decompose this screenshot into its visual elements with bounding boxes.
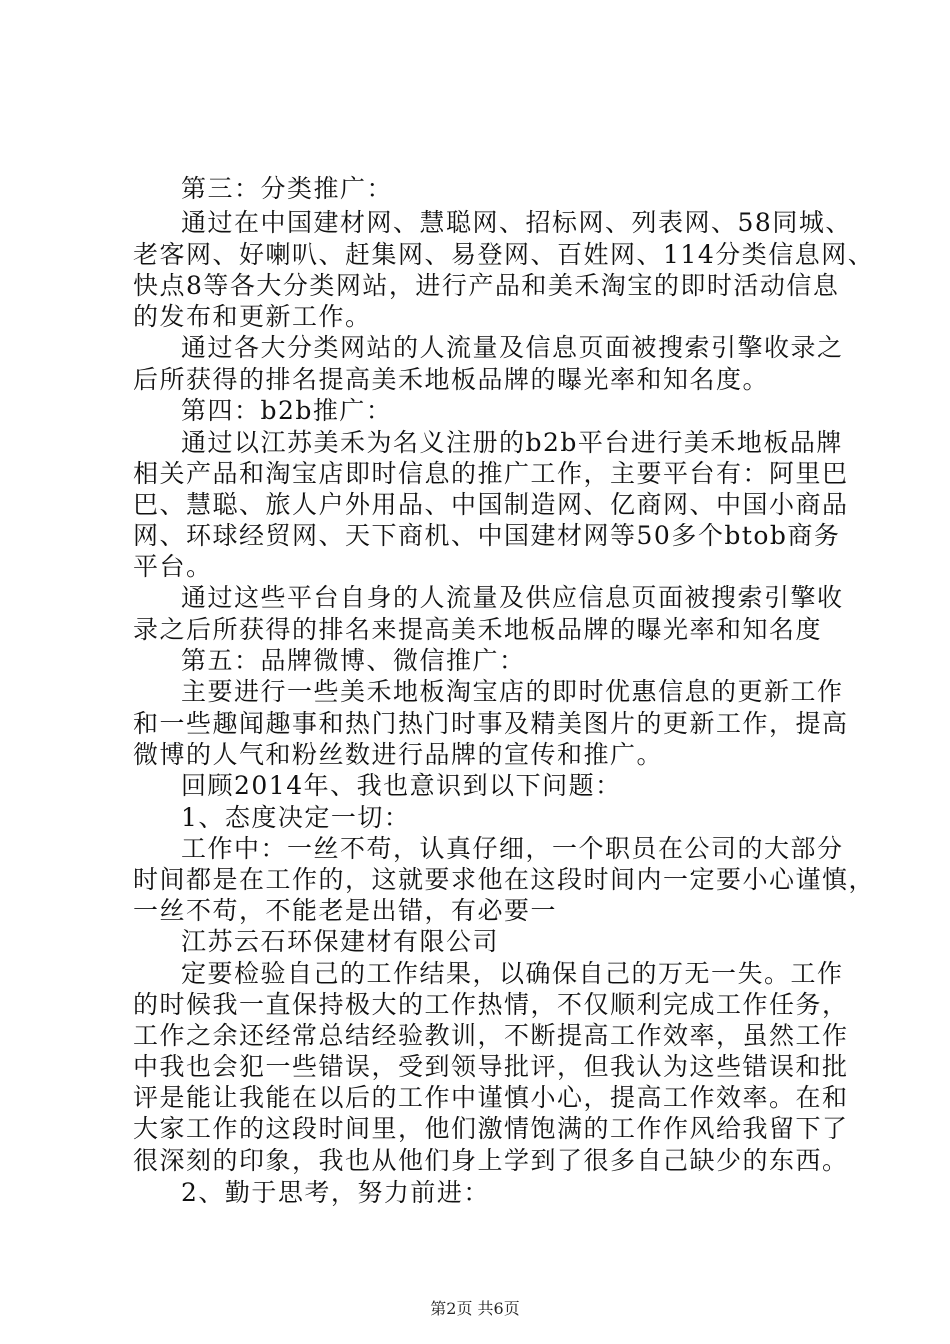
- paragraph-line: 的发布和更新工作。: [133, 302, 372, 331]
- paragraph-line: 录之后所获得的排名来提高美禾地板品牌的曝光率和知名度: [133, 615, 823, 644]
- paragraph-line: 相关产品和淘宝店即时信息的推广工作，主要平台有：阿里巴: [133, 459, 849, 488]
- paragraph-line: 一丝不苟，不能老是出错，有必要一: [133, 896, 558, 925]
- heading-fifth-weibo-wechat-promotion: 第五：品牌微博、微信推广：: [181, 646, 526, 675]
- paragraph-line: 工作中：一丝不苟，认真仔细，一个职员在公司的大部分: [181, 834, 844, 863]
- paragraph-line: 通过以江苏美禾为名义注册的b2b平台进行美禾地板品牌: [181, 428, 843, 457]
- paragraph-line: 微博的人气和粉丝数进行品牌的宣传和推广。: [133, 740, 664, 769]
- heading-review-2014: 回顾2014年、我也意识到以下问题：: [181, 771, 622, 800]
- heading-fourth-b2b-promotion: 第四：b2b推广：: [181, 396, 393, 425]
- paragraph-line: 网、环球经贸网、天下商机、中国建材网等50多个btob商务: [133, 521, 841, 550]
- paragraph-line: 通过在中国建材网、慧聪网、招标网、列表网、58同城、: [181, 208, 852, 237]
- paragraph-line: 和一些趣闻趣事和热门热门时事及精美图片的更新工作，提高: [133, 709, 849, 738]
- paragraph-line: 大家工作的这段时间里，他们激情饱满的工作作风给我留下了: [133, 1114, 849, 1143]
- paragraph-line: 平台。: [133, 552, 213, 581]
- paragraph-line: 通过各大分类网站的人流量及信息页面被搜索引擎收录之: [181, 333, 844, 362]
- paragraph-line: 巴、慧聪、旅人户外用品、中国制造网、亿商网、中国小商品: [133, 490, 849, 519]
- paragraph-line: 老客网、好喇叭、赶集网、易登网、百姓网、114分类信息网、: [133, 240, 875, 269]
- paragraph-line: 时间都是在工作的，这就要求他在这段时间内一定要小心谨慎，: [133, 865, 876, 894]
- paragraph-line: 评是能让我能在以后的工作中谨慎小心，提高工作效率。在和: [133, 1083, 849, 1112]
- heading-attitude: 1、态度决定一切：: [181, 803, 411, 832]
- company-name: 江苏云石环保建材有限公司: [181, 927, 500, 956]
- paragraph-line: 主要进行一些美禾地板淘宝店的即时优惠信息的更新工作: [181, 677, 844, 706]
- heading-think-diligently: 2、勤于思考，努力前进：: [181, 1178, 490, 1207]
- paragraph-line: 的时候我一直保持极大的工作热情，不仅顺利完成工作任务，: [133, 990, 849, 1019]
- paragraph-line: 中我也会犯一些错误，受到领导批评，但我认为这些错误和批: [133, 1052, 849, 1081]
- paragraph-line: 快点8等各大分类网站，进行产品和美禾淘宝的即时活动信息: [133, 271, 840, 300]
- page-footer: 第2页 共6页: [430, 1299, 520, 1318]
- paragraph-line: 定要检验自己的工作结果，以确保自己的万无一失。工作: [181, 959, 844, 988]
- paragraph-line: 很深刻的印象，我也从他们身上学到了很多自己缺少的东西。: [133, 1146, 849, 1175]
- paragraph-line: 工作之余还经常总结经验教训，不断提高工作效率，虽然工作: [133, 1021, 849, 1050]
- paragraph-line: 后所获得的排名提高美禾地板品牌的曝光率和知名度。: [133, 365, 770, 394]
- heading-third-classified-promotion: 第三：分类推广：: [181, 174, 394, 203]
- paragraph-line: 通过这些平台自身的人流量及供应信息页面被搜索引擎收: [181, 583, 844, 612]
